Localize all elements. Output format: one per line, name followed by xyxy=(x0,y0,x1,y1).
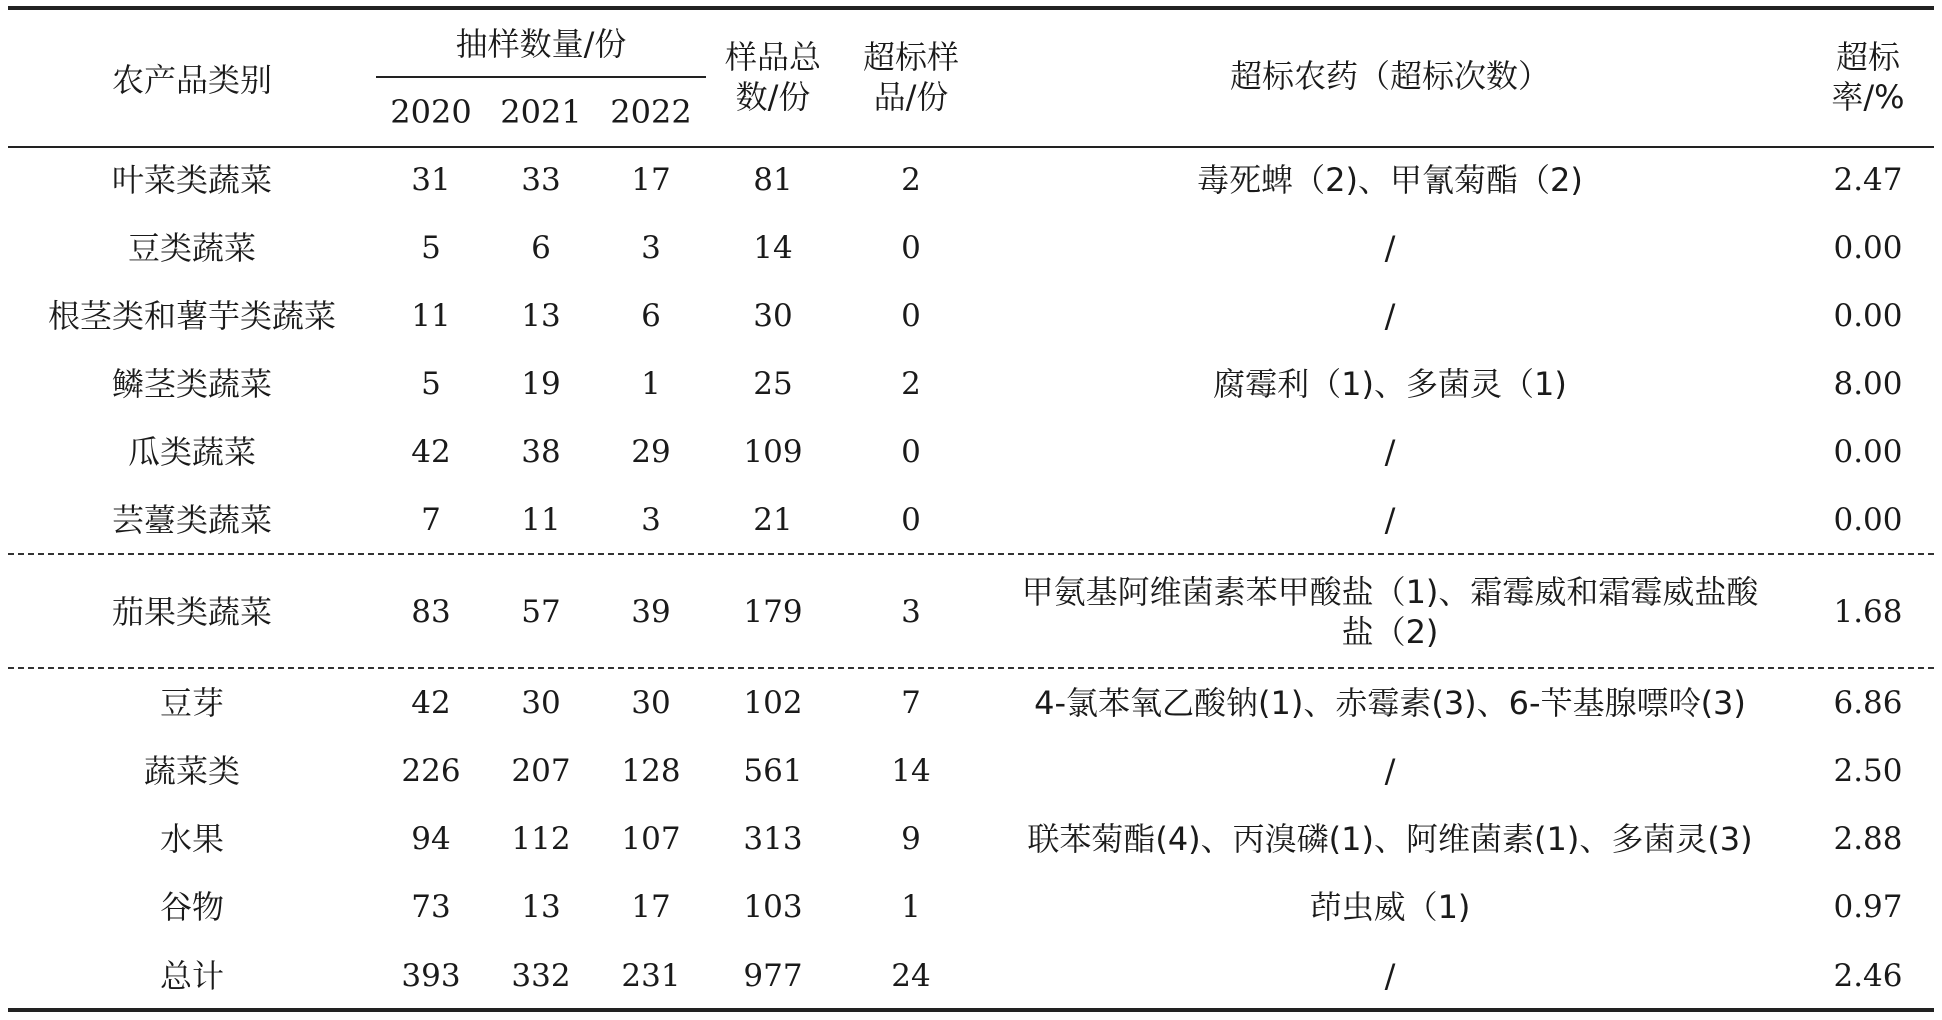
cell-2021: 19 xyxy=(521,366,561,402)
cell-rate: 0.00 xyxy=(1833,502,1903,538)
cell-2021: 33 xyxy=(521,162,561,198)
cell-2022: 107 xyxy=(621,821,681,857)
cell-2021: 6 xyxy=(531,230,551,266)
header-exceed: 超标样品/份 xyxy=(862,38,959,116)
header-bottom-rule xyxy=(8,146,1934,148)
cell-category: 瓜类蔬菜 xyxy=(127,433,256,471)
cell-total: 25 xyxy=(753,366,793,402)
cell-2020: 31 xyxy=(411,162,451,198)
cell-category: 芸薹类蔬菜 xyxy=(111,501,272,539)
cell-total: 30 xyxy=(753,298,793,334)
cell-2020: 73 xyxy=(411,889,451,925)
cell-2021: 13 xyxy=(521,298,561,334)
cell-total: 102 xyxy=(743,685,803,721)
cell-category: 叶菜类蔬菜 xyxy=(111,161,272,199)
cell-exceed: 0 xyxy=(901,298,921,334)
cell-exceed: 0 xyxy=(901,230,921,266)
cell-category: 水果 xyxy=(159,820,224,858)
cell-exceed: 1 xyxy=(901,889,921,925)
cell-2021: 332 xyxy=(511,958,571,994)
cell-2020: 42 xyxy=(411,685,451,721)
cell-rate: 2.47 xyxy=(1833,162,1903,198)
cell-2021: 13 xyxy=(521,889,561,925)
header-pesticides: 超标农药（超标次数） xyxy=(1229,57,1550,95)
header-year-2021: 2021 xyxy=(500,93,582,131)
cell-2021: 207 xyxy=(511,753,571,789)
cell-exceed: 0 xyxy=(901,434,921,470)
cell-pesticides: 联苯菊酯(4)、丙溴磷(1)、阿维菌素(1)、多菌灵(3) xyxy=(1027,820,1753,858)
cell-rate: 0.00 xyxy=(1833,298,1903,334)
cell-2020: 11 xyxy=(411,298,451,334)
cell-total: 313 xyxy=(743,821,803,857)
header-year-2020: 2020 xyxy=(390,93,472,131)
cell-category: 豆芽 xyxy=(159,684,224,722)
dashed-separator-1 xyxy=(8,553,1934,555)
cell-2021: 38 xyxy=(521,434,561,470)
cell-category: 谷物 xyxy=(159,888,224,926)
cell-2020: 393 xyxy=(401,958,461,994)
header-total: 样品总数/份 xyxy=(724,38,821,116)
cell-category: 根茎类和薯芋类蔬菜 xyxy=(47,297,336,335)
dashed-separator-2 xyxy=(8,667,1934,669)
header-category: 农产品类别 xyxy=(111,61,272,99)
cell-rate: 6.86 xyxy=(1833,685,1903,721)
cell-category: 蔬菜类 xyxy=(143,752,240,790)
cell-total: 21 xyxy=(753,502,793,538)
cell-category: 豆类蔬菜 xyxy=(127,229,256,267)
cell-exceed: 2 xyxy=(901,162,921,198)
cell-total: 977 xyxy=(743,958,803,994)
cell-2020: 83 xyxy=(411,594,451,630)
cell-total: 561 xyxy=(743,753,803,789)
cell-pesticides: / xyxy=(1384,957,1396,995)
cell-rate: 8.00 xyxy=(1833,366,1903,402)
cell-pesticides: 腐霉利（1)、多菌灵（1) xyxy=(1213,365,1567,403)
cell-exceed: 24 xyxy=(891,958,931,994)
cell-2020: 42 xyxy=(411,434,451,470)
cell-total: 109 xyxy=(743,434,803,470)
cell-exceed: 7 xyxy=(901,685,921,721)
cell-exceed: 3 xyxy=(901,594,921,630)
cell-2022: 29 xyxy=(631,434,671,470)
cell-2022: 39 xyxy=(631,594,671,630)
cell-2021: 112 xyxy=(511,821,571,857)
cell-total: 103 xyxy=(743,889,803,925)
cell-2020: 94 xyxy=(411,821,451,857)
top-rule xyxy=(8,6,1934,10)
cell-exceed: 9 xyxy=(901,821,921,857)
header-year-2022: 2022 xyxy=(610,93,692,131)
cell-2022: 6 xyxy=(641,298,661,334)
cell-category: 茄果类蔬菜 xyxy=(111,593,272,631)
cell-category: 总计 xyxy=(159,957,224,995)
cell-total: 179 xyxy=(743,594,803,630)
cell-2022: 3 xyxy=(641,502,661,538)
cell-pesticides: / xyxy=(1384,501,1396,539)
cell-2021: 30 xyxy=(521,685,561,721)
group-header-rule xyxy=(376,76,706,78)
cell-pesticides: 4-氯苯氧乙酸钠(1)、赤霉素(3)、6-苄基腺嘌呤(3) xyxy=(1034,684,1746,722)
cell-rate: 2.88 xyxy=(1833,821,1903,857)
cell-category: 鳞茎类蔬菜 xyxy=(111,365,272,403)
cell-rate: 0.00 xyxy=(1833,434,1903,470)
header-sample-group: 抽样数量/份 xyxy=(455,25,627,63)
cell-2021: 11 xyxy=(521,502,561,538)
cell-rate: 0.00 xyxy=(1833,230,1903,266)
cell-rate: 2.46 xyxy=(1833,958,1903,994)
cell-exceed: 0 xyxy=(901,502,921,538)
cell-2022: 17 xyxy=(631,889,671,925)
cell-pesticides: / xyxy=(1384,752,1396,790)
header-rate: 超标率/% xyxy=(1831,38,1905,116)
cell-pesticides: / xyxy=(1384,433,1396,471)
cell-total: 14 xyxy=(753,230,793,266)
cell-rate: 1.68 xyxy=(1833,594,1903,630)
cell-2020: 5 xyxy=(421,366,441,402)
cell-pesticides: / xyxy=(1384,297,1396,335)
cell-pesticides: 毒死蜱（2)、甲氰菊酯（2) xyxy=(1197,161,1583,199)
cell-rate: 0.97 xyxy=(1833,889,1903,925)
cell-2022: 1 xyxy=(641,366,661,402)
cell-exceed: 14 xyxy=(891,753,931,789)
cell-total: 81 xyxy=(753,162,793,198)
cell-2021: 57 xyxy=(521,594,561,630)
cell-2022: 3 xyxy=(641,230,661,266)
cell-rate: 2.50 xyxy=(1833,753,1903,789)
bottom-rule xyxy=(8,1008,1934,1012)
cell-2022: 17 xyxy=(631,162,671,198)
cell-2020: 226 xyxy=(401,753,461,789)
cell-exceed: 2 xyxy=(901,366,921,402)
cell-2020: 7 xyxy=(421,502,441,538)
cell-pesticides: / xyxy=(1384,229,1396,267)
cell-2022: 30 xyxy=(631,685,671,721)
cell-pesticides: 甲氨基阿维菌素苯甲酸盐（1)、霜霉威和霜霉威盐酸盐（2) xyxy=(1021,573,1759,651)
cell-2020: 5 xyxy=(421,230,441,266)
cell-2022: 128 xyxy=(621,753,681,789)
cell-pesticides: 茚虫威（1) xyxy=(1309,888,1471,926)
cell-2022: 231 xyxy=(621,958,681,994)
